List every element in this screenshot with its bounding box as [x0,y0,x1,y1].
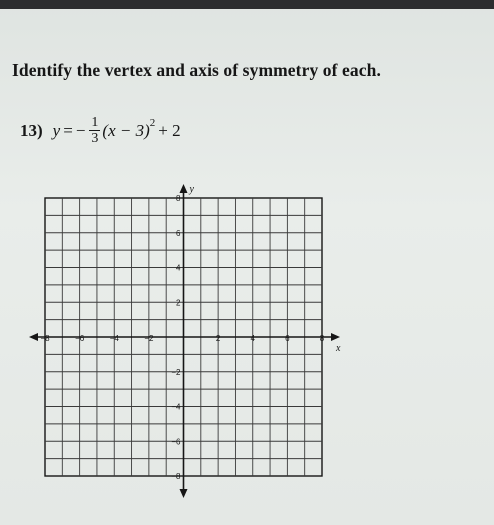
x-tick-label: −2 [144,334,154,343]
equation-lhs: y [52,121,61,140]
x-tick-label: 2 [215,334,221,343]
equation-paren-expression: (x − 3) [102,121,150,140]
x-axis-right-arrow [331,333,340,341]
equation-equals: = [63,121,73,140]
y-tick-label: 8 [176,194,181,203]
y-tick-label: −8 [171,472,181,481]
y-tick-label: −6 [171,437,181,447]
fraction-denominator: 3 [91,131,99,146]
y-tick-label: 4 [176,263,181,273]
fraction-numerator: 1 [91,115,99,130]
equation-sign: − [75,121,86,140]
problem-number: 13) [20,121,43,140]
y-axis-label: y [189,184,194,195]
worksheet-instructions: Identify the vertex and axis of symmetry of each. [12,60,381,80]
y-axis-down-arrow [180,489,188,498]
y-tick-label: 2 [176,298,181,308]
equation-constant: + 2 [158,121,181,140]
x-tick-label: 4 [250,334,255,343]
x-tick-label: −8 [40,334,50,343]
x-tick-label: 8 [319,334,325,343]
x-axis-label: x [336,343,341,354]
x-tick-label: −4 [109,334,119,343]
y-tick-label: −2 [171,367,181,377]
y-tick-label: 6 [176,228,181,238]
equation-exponent: 2 [149,117,156,129]
x-tick-label: 6 [285,334,290,343]
x-axis-left-arrow [29,333,38,341]
y-tick-label: −4 [171,402,181,412]
y-axis-up-arrow [180,184,188,193]
x-tick-label: −6 [75,334,85,343]
